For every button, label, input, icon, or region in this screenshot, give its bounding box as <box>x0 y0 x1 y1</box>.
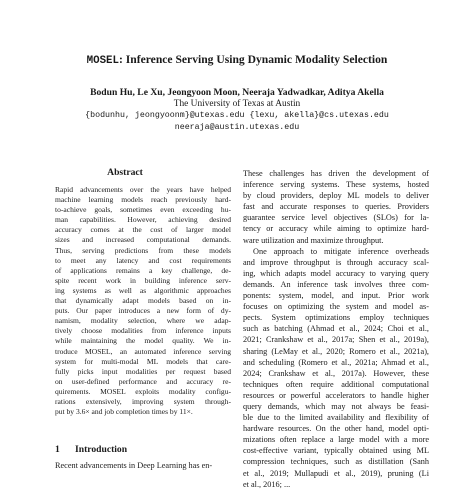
body-text-line: and scheduling (Romero et al., 2021a; Ahmad et al., <box>243 357 429 367</box>
body-text-line: demands. An inference task involves three com- <box>243 279 429 289</box>
abstract-line: to meet any latency and cost requirements <box>55 255 231 265</box>
body-text-line: fast and accurate responses to queries. Providers <box>243 202 429 212</box>
body-text-line: 2024; Crankshaw et al., 2017a). However, these <box>243 368 429 378</box>
body-text-line: focuses on optimizing the system and model as- <box>243 302 429 312</box>
body-text-line: et al., 2016; ... <box>243 479 291 489</box>
body-text-line: cost-effective variant, typically obtained using ML <box>243 446 429 456</box>
body-text-line: tency or accuracy while aiming to optimize hard- <box>243 224 429 234</box>
body-text-line: inference serving systems. These systems, hosted <box>243 180 429 190</box>
abstract-line: sizes and increased computational demands. <box>55 235 231 245</box>
abstract-line: namism, modality selection, where we adap- <box>55 316 231 326</box>
body-text-line: These challenges has driven the development of <box>243 169 429 178</box>
email-line-2: neeraja@austin.utexas.edu <box>174 123 300 132</box>
section-number: 1 <box>55 444 60 455</box>
abstract-line: quirements. MOSEL exploits modality configu- <box>55 386 231 396</box>
abstract-line: ing systems as well as algorithmic approaches <box>55 285 231 295</box>
body-text-line: ware utilization and maximize throughput. <box>243 235 384 245</box>
body-text-line: guarantee service level objectives (SLOs) for la- <box>243 213 429 223</box>
body-text-line: ble due to the limited availability and flexibility of <box>243 413 429 423</box>
body-text-line: ing, which adapts model accuracy to varying query <box>243 268 429 278</box>
abstract-line: on user-defined performance and accuracy re- <box>55 376 231 386</box>
abstract-heading: Abstract <box>107 167 143 178</box>
section-title: Introduction <box>75 444 128 455</box>
body-text-line: mizations often replace a large model with a more <box>243 435 429 445</box>
paper-title-text: : Inference Serving Using Dynamic Modality Selection <box>119 53 388 66</box>
body-text-line: resources or powerful accelerators to handle higher <box>243 390 429 400</box>
abstract-line: spite recent work in building inference serv- <box>55 275 231 285</box>
abstract-line: that dynamically adapt models based on in- <box>55 296 231 306</box>
body-text-line: query demands, which may not always be feasi- <box>243 401 429 411</box>
author-list: Bodun Hu, Le Xu, Jeongyoon Moon, Neeraja Yadwadkar, Aditya Akella <box>90 87 384 98</box>
email-line-1: {bodunhu, jeongyoonm}@utexas.edu {lexu, akella}@cs.utexas.edu <box>85 111 389 120</box>
abstract-line: to-achieve goals, sometimes even exceeding hu- <box>55 205 231 215</box>
body-text-line: sharing (LeMay et al., 2020; Romero et al., 2021a), <box>243 346 429 356</box>
abstract-line: man capabilities. However, achieving desired <box>55 215 231 225</box>
abstract-line: accuracy comes at the cost of larger model <box>55 225 231 235</box>
paper-title-system-name: MOSEL <box>86 55 120 67</box>
body-text-line: compression techniques, such as distillation (Sanh <box>243 457 429 467</box>
body-text-line: by cloud providers, deploy ML models to deliver <box>243 191 429 201</box>
abstract-line: system for multi-modal ML models that care- <box>55 356 231 366</box>
right-column-body <box>243 168 429 490</box>
abstract-line: troduce MOSEL, an automated inference serving <box>55 346 231 356</box>
abstract-line: tively choose modalities from inference inputs <box>55 326 231 336</box>
body-text-line: hardware resources. On the other hand, model opti- <box>243 424 429 434</box>
affiliation: The University of Texas at Austin <box>173 99 301 109</box>
abstract-line: of applications remains a key challenge, de- <box>55 265 231 275</box>
body-text-line: pects. System optimizations employ techniques <box>243 313 429 323</box>
abstract-line: while maintaining the model quality. We in- <box>55 336 231 346</box>
intro-first-line: Recent advancements in Deep Learning has en- <box>55 461 213 470</box>
abstract-line: Rapid advancements over the years have helped <box>55 185 231 194</box>
section-heading-introduction <box>55 444 127 455</box>
body-text-line: One approach to mitigate inference overheads <box>253 246 429 256</box>
abstract-line: put by 3.6× and job completion times by 11×. <box>55 407 193 417</box>
abstract-line: fully picks input modalities per request based <box>55 366 231 376</box>
body-text-line: 2021; Crankshaw et al., 2017a; Shen et al., 2019a), <box>243 335 429 345</box>
body-text-line: such as batching (Ahmad et al., 2024; Choi et al., <box>243 324 429 334</box>
abstract-body <box>55 185 231 417</box>
body-text-line: et al., 2019; Mullapudi et al., 2019), pruning (Li <box>243 468 429 478</box>
abstract-line: puts. Our paper introduces a new form of dy- <box>55 306 231 316</box>
body-text-line: ponents: system, model, and input. Prior work <box>243 291 429 301</box>
abstract-line: machine learning models reach previously hard- <box>55 195 231 205</box>
body-text-line: and improve throughput is through accuracy scal- <box>243 257 429 267</box>
body-text-line: techniques often require additional computational <box>243 379 429 389</box>
abstract-line: Thus, serving predictions from these models <box>55 245 231 255</box>
abstract-line: rations extensively, improving system through- <box>55 396 231 406</box>
paper-title <box>0 53 474 67</box>
